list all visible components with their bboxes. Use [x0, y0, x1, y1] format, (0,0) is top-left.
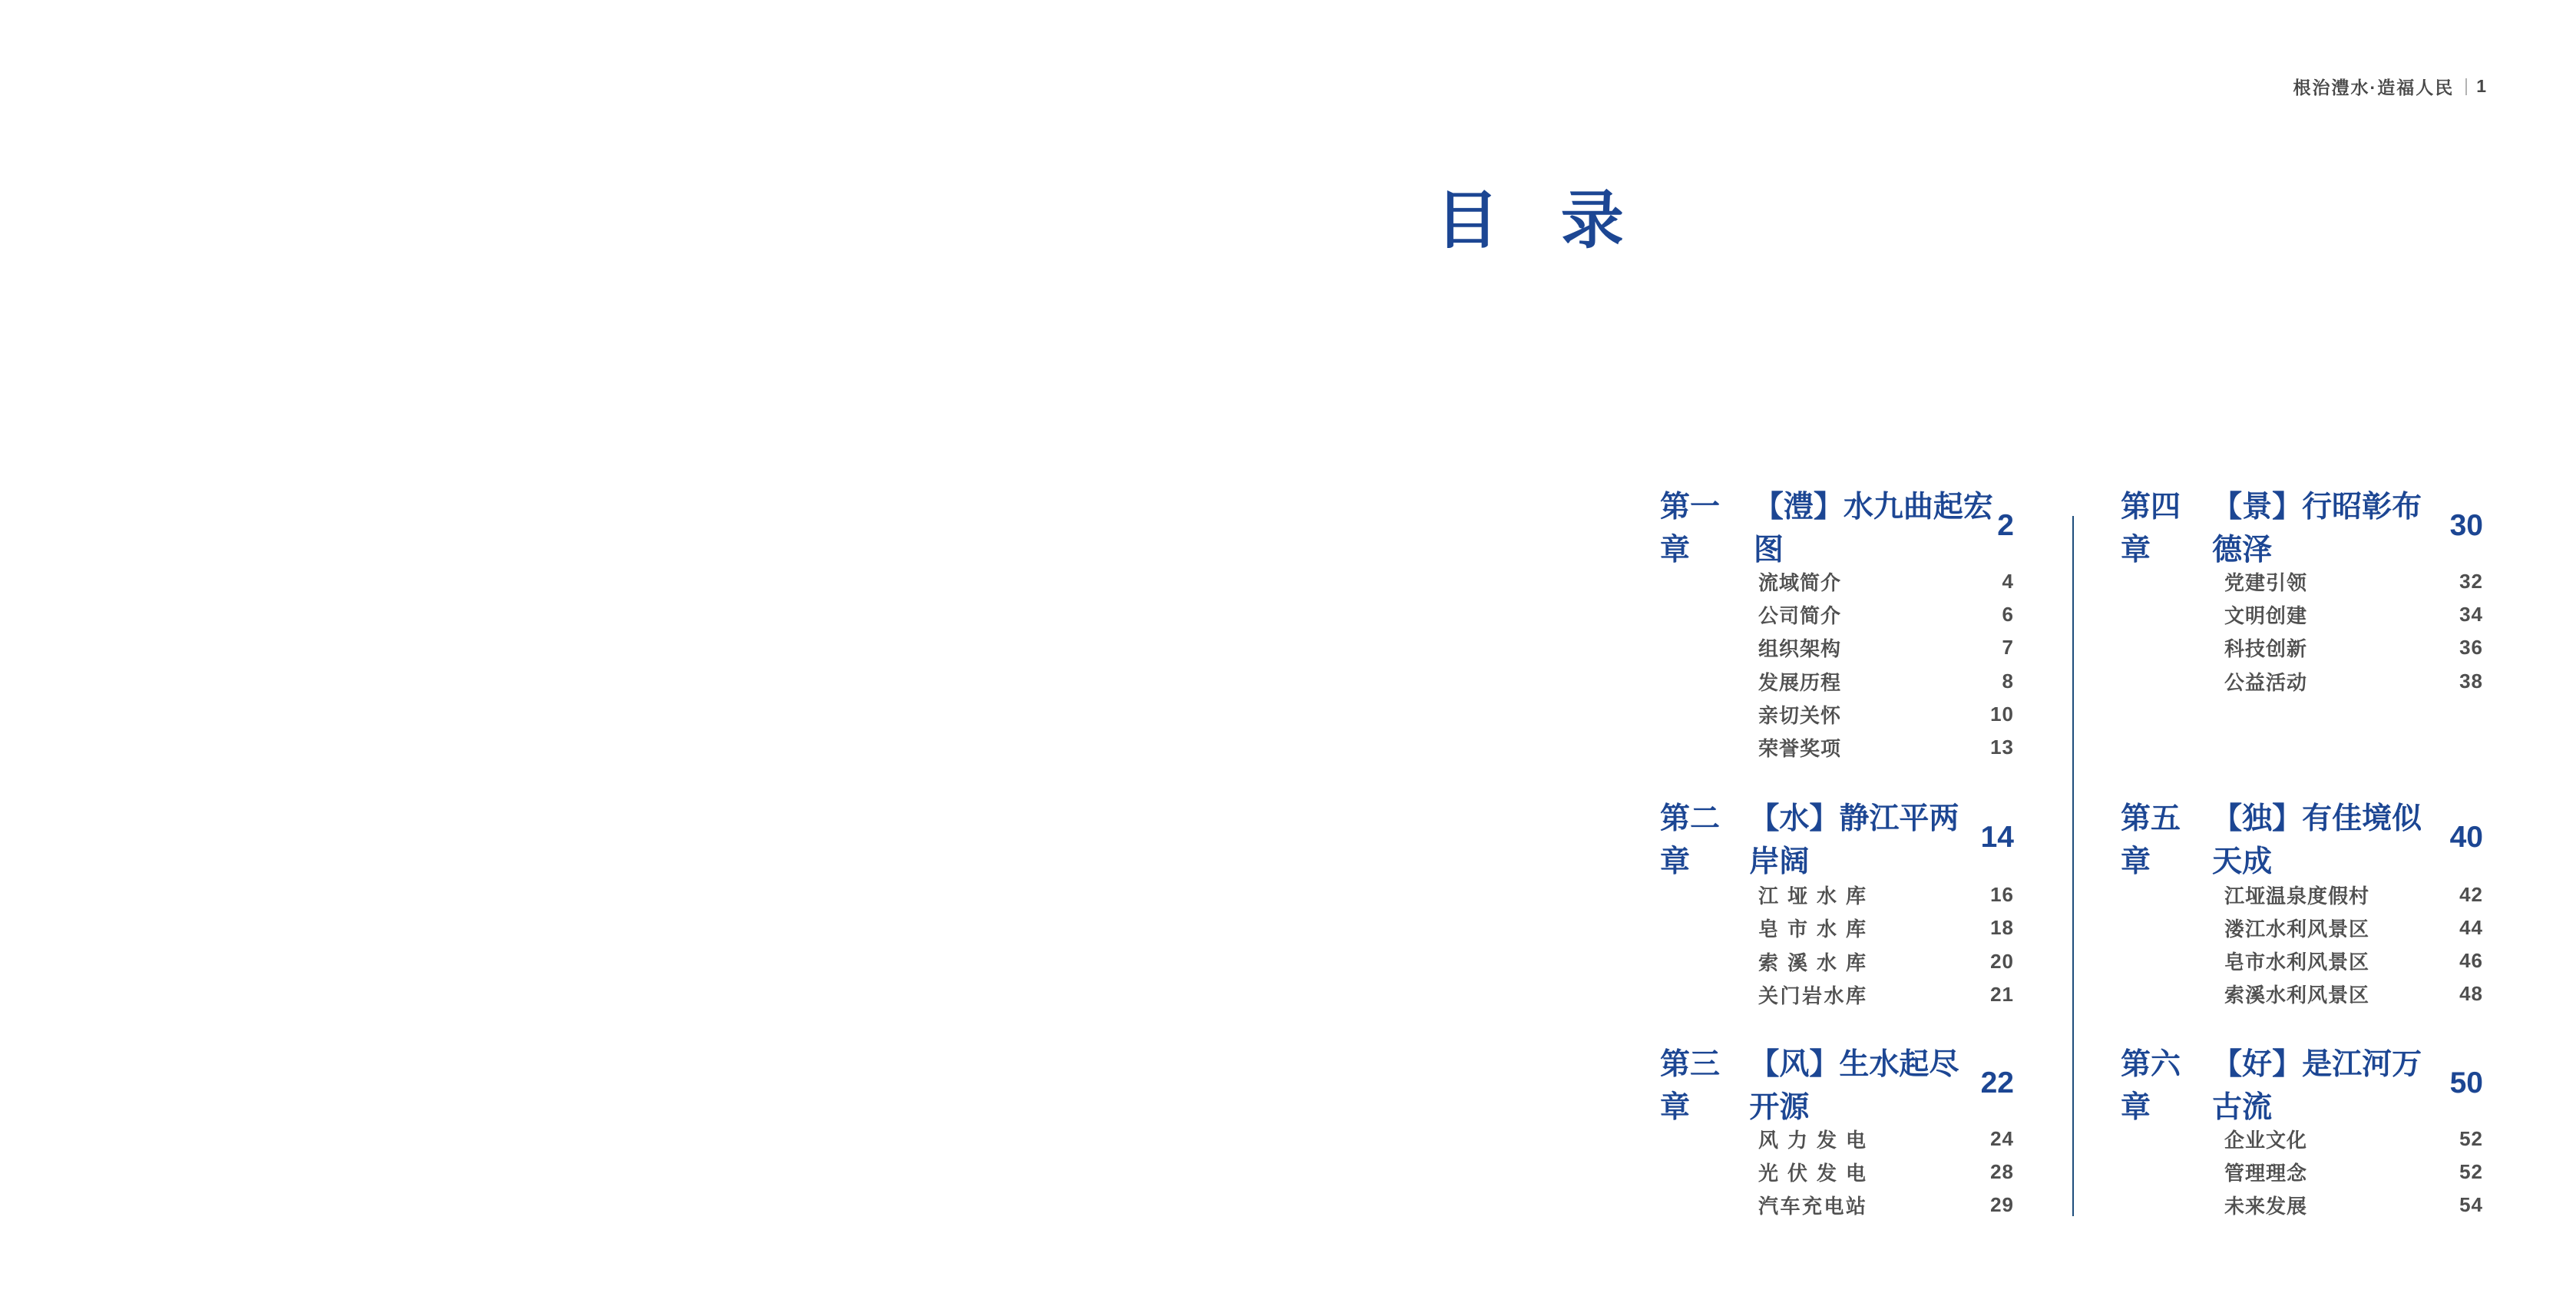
item-label: 公司简介 — [1758, 604, 1842, 628]
chapter-name: 【景】行昭彰布德泽 — [2212, 491, 2422, 567]
item-label: 党建引领 — [2224, 571, 2308, 595]
header-slogan: 根治澧水·造福人民 — [2293, 78, 2455, 98]
toc-chapter-5-heading[interactable] — [2121, 802, 2483, 878]
toc-item[interactable] — [2224, 944, 2483, 977]
toc-item[interactable] — [2224, 977, 2483, 1010]
item-page: 34 — [2459, 603, 2483, 627]
running-header — [2293, 74, 2488, 99]
item-label: 皂市水利风景区 — [2224, 951, 2370, 974]
item-page: 10 — [1990, 702, 2014, 726]
item-page: 32 — [2459, 570, 2483, 593]
page-title: 目 录 — [1436, 186, 1625, 256]
chapter-label: 第二章 — [1660, 802, 1721, 879]
chapter-2-items — [1758, 878, 2014, 1011]
chapter-name: 【水】静江平两岸阔 — [1749, 802, 1959, 879]
chapter-page: 2 — [1997, 509, 2014, 542]
item-page: 44 — [2459, 916, 2483, 940]
chapter-name: 【澧】水九曲起宏图 — [1753, 491, 1993, 567]
item-label: 风力发电 — [1758, 1128, 1866, 1152]
column-divider — [2072, 516, 2074, 1216]
toc-item[interactable] — [1758, 1189, 2014, 1222]
chapter-title — [2121, 483, 2450, 569]
chapter-label: 第一章 — [1660, 491, 1721, 567]
item-page: 13 — [1990, 736, 2014, 759]
item-label: 公益活动 — [2224, 670, 2308, 694]
item-label: 汽车充电站 — [1758, 1195, 1866, 1218]
chapter-5-items — [2224, 878, 2483, 1011]
item-page: 24 — [1990, 1126, 2014, 1150]
toc-item[interactable] — [2224, 631, 2483, 664]
item-page: 28 — [1990, 1160, 2014, 1184]
item-page: 54 — [2459, 1192, 2483, 1216]
toc-item[interactable] — [2224, 878, 2483, 911]
toc-item[interactable] — [2224, 665, 2483, 698]
item-label: 索溪水利风景区 — [2224, 984, 2370, 1007]
toc-item[interactable] — [2224, 1189, 2483, 1222]
chapter-name: 【风】生水起尽开源 — [1749, 1047, 1959, 1124]
toc-item[interactable] — [1758, 698, 2014, 731]
chapter-name: 【独】有佳境似天成 — [2212, 802, 2422, 878]
item-page: 52 — [2459, 1159, 2483, 1183]
chapter-6-items — [2224, 1122, 2483, 1222]
toc-chapter-4-heading[interactable] — [2121, 491, 2483, 567]
chapter-page: 14 — [1980, 821, 2014, 855]
item-page: 8 — [2002, 669, 2014, 693]
chapter-title — [1660, 795, 1981, 881]
chapter-title — [1660, 1040, 1981, 1126]
item-page: 7 — [2002, 636, 2014, 660]
toc-chapter-6-heading[interactable] — [2121, 1047, 2483, 1124]
toc-column-right — [2121, 491, 2483, 1222]
toc-item[interactable] — [2224, 565, 2483, 598]
toc-item[interactable] — [1758, 1122, 2014, 1156]
item-label: 江垭温泉度假村 — [2224, 884, 2370, 908]
toc-item[interactable] — [1758, 978, 2014, 1011]
chapter-page: 40 — [2449, 820, 2483, 854]
header-separator — [2465, 78, 2467, 95]
toc-item[interactable] — [1758, 1156, 2014, 1189]
item-label: 未来发展 — [2224, 1194, 2308, 1218]
item-label: 亲切关怀 — [1758, 703, 1842, 727]
chapter-4-items — [2224, 565, 2483, 698]
toc-chapter-3-heading[interactable] — [1660, 1047, 2014, 1124]
item-label: 管理理念 — [2224, 1161, 2308, 1185]
item-label: 皂市水库 — [1758, 918, 1866, 941]
chapter-page: 30 — [2449, 509, 2483, 542]
item-label: 企业文化 — [2224, 1128, 2308, 1152]
toc-item[interactable] — [1758, 598, 2014, 631]
toc-item[interactable] — [1758, 631, 2014, 664]
chapter-label: 第三章 — [1660, 1047, 1721, 1124]
item-page: 46 — [2459, 949, 2483, 973]
toc-item[interactable] — [2224, 911, 2483, 944]
item-label: 科技创新 — [2224, 637, 2308, 661]
toc-item[interactable] — [2224, 1122, 2483, 1156]
item-label: 流域简介 — [1758, 571, 1842, 595]
chapter-label: 第五章 — [2121, 802, 2181, 878]
toc-item[interactable] — [1758, 565, 2014, 598]
item-label: 发展历程 — [1758, 670, 1842, 694]
chapter-3-items — [1758, 1122, 2014, 1222]
chapter-name: 【好】是江河万古流 — [2212, 1047, 2422, 1124]
toc-chapter-2-heading[interactable] — [1660, 802, 2014, 879]
header-page-number: 1 — [2476, 76, 2488, 96]
toc-column-left — [1660, 491, 2014, 1222]
item-page: 16 — [1990, 883, 2014, 907]
chapter-page: 22 — [1980, 1066, 2014, 1099]
chapter-label: 第四章 — [2121, 491, 2181, 567]
item-page: 20 — [1990, 949, 2014, 973]
toc-item[interactable] — [1758, 731, 2014, 764]
item-page: 29 — [1990, 1193, 2014, 1217]
item-label: 关门岩水库 — [1758, 984, 1866, 1007]
toc-item[interactable] — [2224, 1156, 2483, 1189]
toc-item[interactable] — [2224, 598, 2483, 631]
item-page: 52 — [2459, 1126, 2483, 1150]
toc-item[interactable] — [1758, 911, 2014, 944]
chapter-title — [2121, 1040, 2450, 1126]
chapter-title — [1660, 483, 1997, 569]
item-label: 江垭水库 — [1758, 884, 1866, 908]
item-label: 溇江水利风景区 — [2224, 918, 2370, 941]
item-label: 组织架构 — [1758, 637, 1842, 661]
item-label: 光伏发电 — [1758, 1162, 1866, 1185]
item-page: 6 — [2002, 603, 2014, 627]
chapter-page: 50 — [2449, 1066, 2483, 1099]
chapter-title — [2121, 795, 2450, 881]
item-page: 4 — [2002, 570, 2014, 593]
item-page: 38 — [2459, 669, 2483, 693]
toc-item[interactable] — [1758, 665, 2014, 698]
item-page: 48 — [2459, 982, 2483, 1006]
item-label: 文明创建 — [2224, 604, 2308, 628]
item-label: 索溪水库 — [1758, 951, 1866, 974]
toc-item[interactable] — [1758, 878, 2014, 911]
chapter-1-items — [1758, 565, 2014, 764]
item-page: 18 — [1990, 916, 2014, 940]
toc-item[interactable] — [1758, 945, 2014, 978]
item-label: 荣誉奖项 — [1758, 737, 1842, 761]
toc-chapter-1-heading[interactable] — [1660, 491, 2014, 567]
item-page: 36 — [2459, 636, 2483, 660]
item-page: 42 — [2459, 882, 2483, 906]
chapter-label: 第六章 — [2121, 1047, 2181, 1124]
item-page: 21 — [1990, 982, 2014, 1006]
